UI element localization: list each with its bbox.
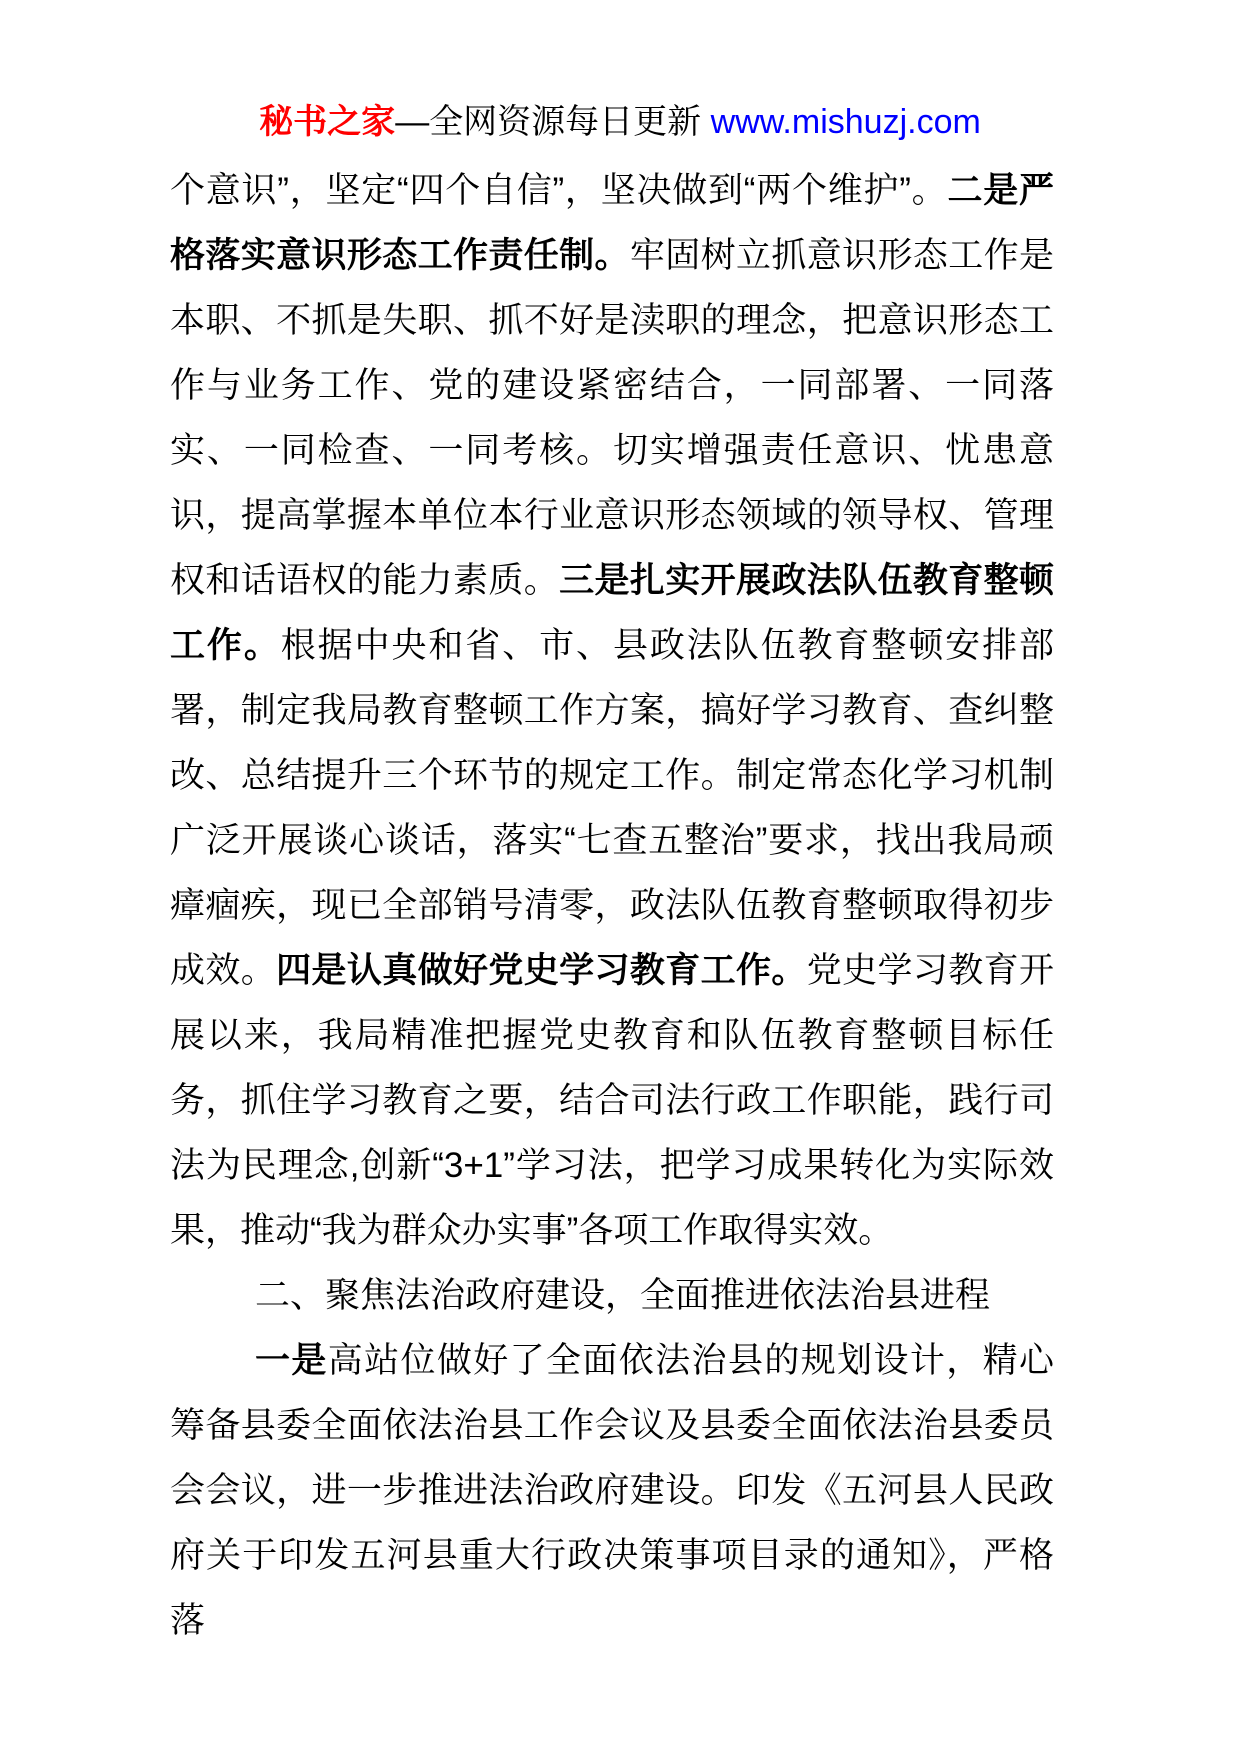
text-run: 个意识”，坚定“四个自信”，坚决做到“两个维护”。 bbox=[170, 171, 948, 210]
paragraph-section-two-point-one bbox=[170, 1328, 1054, 1653]
text-run-bold-point-three: 三是扎实开展政法队伍教育整顿工作。 bbox=[170, 561, 1054, 665]
text-run-bold-point-one: 一是 bbox=[255, 1341, 328, 1380]
text-run-bold-point-two: 二是严格落实意识形态工作责任制。 bbox=[170, 171, 1054, 275]
paragraph-overview bbox=[170, 158, 1054, 1263]
site-brand: 秘书之家 bbox=[259, 103, 396, 141]
document-body bbox=[170, 158, 1054, 1653]
text-run: 根据中央和省、市、县政法队伍教育整顿安排部署，制定我局教育整顿工作方案，搞好学习教育、查纠整改、总结提升三个环节的规定工作。制定常态化学习机制广泛开展谈心谈话，落实“七查五整治”要求，找出我局顽瘴痼疾，现已全部销号清零，政法队伍教育整顿取得初步成效。 bbox=[170, 626, 1054, 990]
text-run: 牢固树立抓意识形态工作是本职、不抓是失职、抓不好是渎职的理念，把意识形态工作与业务工作、党的建设紧密结合，一同部署、一同落实、一同检查、一同考核。切实增强责任意识、忧患意识，提高掌握本单位本行业意识形态领域的领导权、管理权和话语权的能力素质。 bbox=[170, 236, 1054, 600]
site-url-link[interactable]: www.mishuzj.com bbox=[710, 103, 981, 141]
site-tagline: —全网资源每日更新 bbox=[395, 103, 711, 141]
text-run: 高站位做好了全面依法治县的规划设计，精心筹备县委全面依法治县工作会议及县委全面依法治县委员会会议，进一步推进法治政府建设。印发《五河县人民政府关于印发五河县重大行政决策事项目录的通知》，严格落 bbox=[170, 1341, 1054, 1640]
text-run: 党史学习教育开展以来，我局精准把握党史教育和队伍教育整顿目标任务，抓住学习教育之要，结合司法行政工作职能，践行司法为民理念,创新“3+1”学习法，把学习成果转化为实际效果，推动“我为群众办实事”各项工作取得实效。 bbox=[170, 951, 1054, 1250]
section-heading-two bbox=[170, 1263, 1054, 1328]
section-heading-text: 二、聚焦法治政府建设，全面推进依法治县进程 bbox=[255, 1276, 991, 1315]
site-header bbox=[0, 0, 1240, 144]
text-run-bold-point-four: 四是认真做好党史学习教育工作。 bbox=[276, 951, 807, 990]
